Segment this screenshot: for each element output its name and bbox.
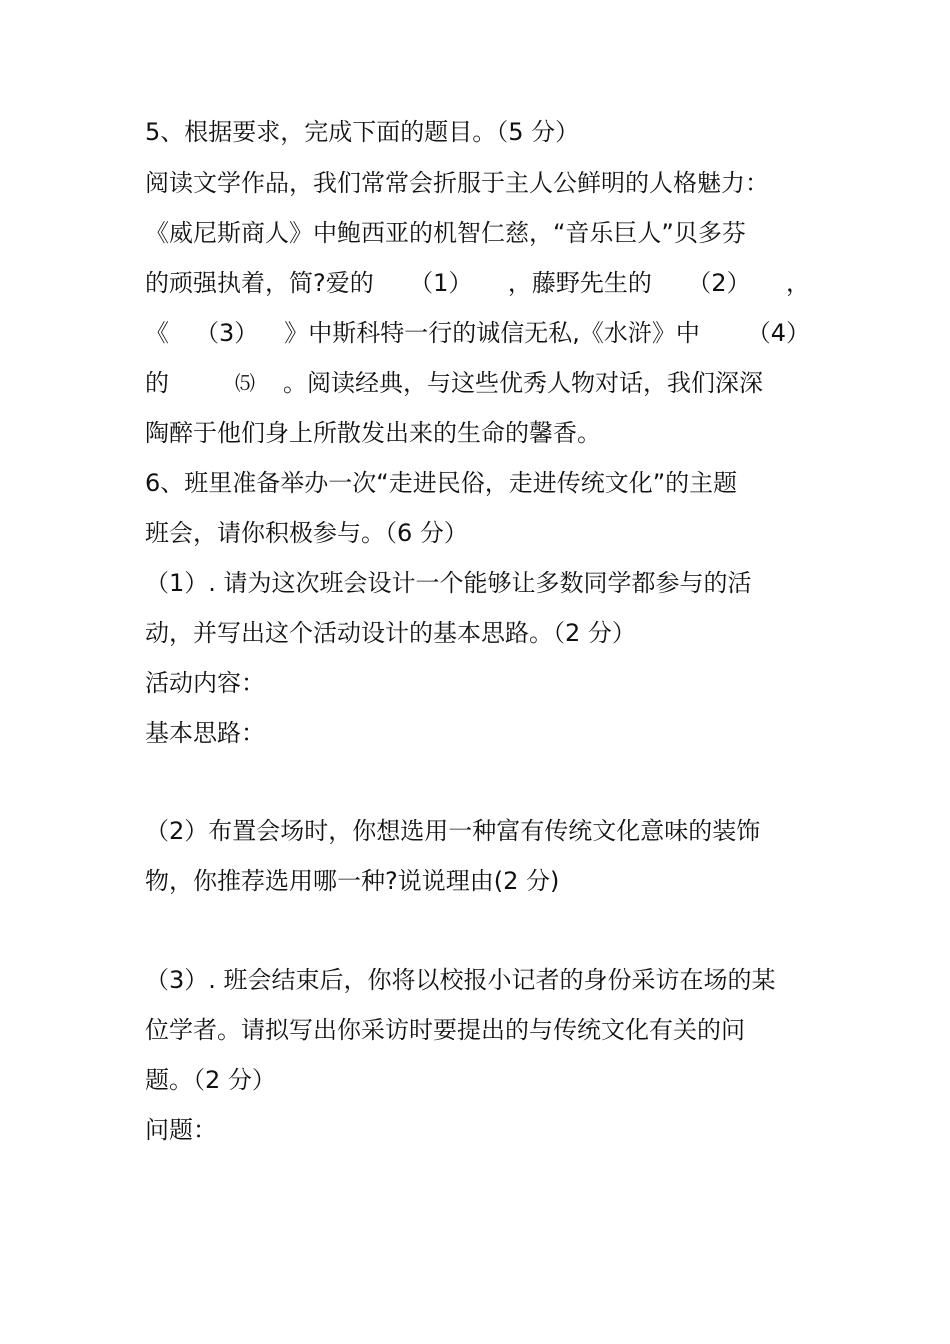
q5-text-line-2: 《威尼斯商人》中鲍西亚的机智仁慈，“音乐巨人”贝多芬 bbox=[145, 219, 746, 247]
q5-line4-text: 》中斯科特一行的诚信无私,《水浒》中 bbox=[284, 319, 700, 347]
q5-text-line-1: 阅读文学作品，我们常常会折服于主人公鲜明的人格魅力： bbox=[145, 169, 769, 197]
blank-3-marker: （3） bbox=[195, 319, 259, 347]
q6-sub2-line-2: 物，你推荐选用哪一种?说说理由(2 分) bbox=[145, 867, 560, 895]
q5-heading: 5、根据要求，完成下面的题目。（5 分） bbox=[145, 118, 580, 146]
q5-text-line-4 bbox=[145, 313, 810, 353]
blank-5-marker: ⑸ bbox=[235, 371, 255, 395]
blank-1-marker: （1） bbox=[409, 269, 473, 297]
q6-sub2-line-1: （2）布置会场时，你想选用一种富有传统文化意味的装饰 bbox=[145, 817, 761, 845]
q6-heading-line-1: 6、班里准备举办一次“走进民俗，走进传统文化”的主题 bbox=[145, 469, 738, 497]
q5-line4-left bbox=[145, 313, 700, 353]
q6-sub3-line-3: 题。（2 分） bbox=[145, 1066, 276, 1094]
q6-sub1-line-1: （1）. 请为这次班会设计一个能够让多数同学都参与的活 bbox=[145, 569, 752, 597]
q5-text-line-5 bbox=[145, 363, 810, 403]
blank-2-marker: （2） bbox=[687, 269, 751, 297]
q5-line5-text-rest: 。阅读经典，与这些优秀人物对话，我们深深 bbox=[283, 369, 763, 397]
book-title-open: 《 bbox=[145, 319, 169, 347]
question-label: 问题： bbox=[145, 1116, 217, 1144]
q5-line3-text-mid: ，藤野先生的 bbox=[507, 269, 652, 297]
q5-text-line-3 bbox=[145, 263, 810, 303]
q6-sub3-line-1: （3）. 班会结束后，你将以校报小记者的身份采访在场的某 bbox=[145, 966, 776, 994]
q5-line3-text: 的顽强执着，简?爱的 bbox=[145, 269, 374, 297]
q6-heading-line-2: 班会，请你积极参与。（6 分） bbox=[145, 519, 468, 547]
q6-sub3-line-2: 位学者。请拟写出你采访时要提出的与传统文化有关的问 bbox=[145, 1016, 745, 1044]
activity-content-label: 活动内容： bbox=[145, 669, 265, 697]
basic-idea-label: 基本思路： bbox=[145, 719, 265, 747]
q5-line3-comma: ， bbox=[786, 269, 810, 297]
q6-sub1-line-2: 动，并写出这个活动设计的基本思路。（2 分） bbox=[145, 619, 636, 647]
q5-line5-text: 的 bbox=[145, 369, 169, 397]
q5-text-line-6: 陶醉于他们身上所散发出来的生命的馨香。 bbox=[145, 419, 601, 447]
blank-4-marker: （4） bbox=[746, 319, 810, 347]
